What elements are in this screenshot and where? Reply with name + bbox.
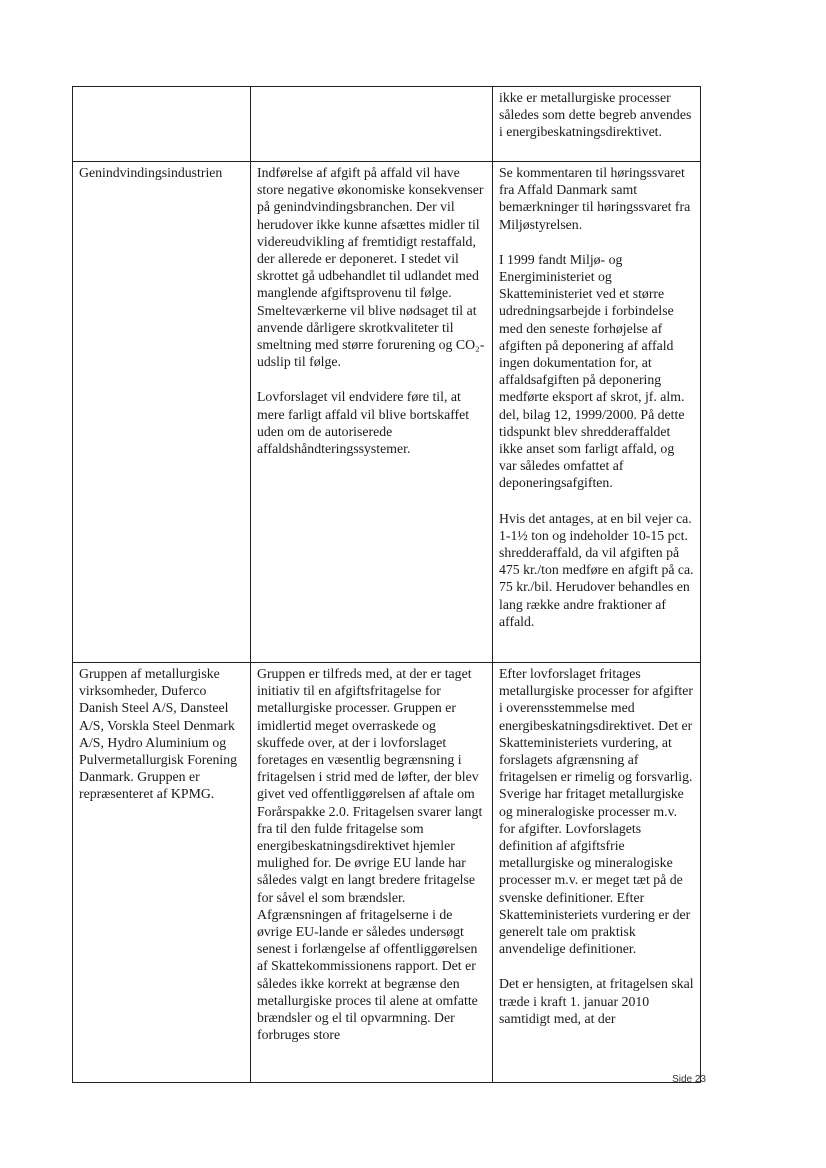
- table-row: [73, 87, 701, 162]
- comment-paragraph: Hvis det antages, at en bil vejer ca. 1-1½ ton og indeholder 10-15 pct. shredderaffald, da vil afgiften på 475 kr./ton medføre en afgift på ca. 75 kr./bil. Herudover behandles en lang række andre fraktioner af affald.: [499, 510, 694, 629]
- comment-paragraph: Det er hensigten, at fritagelsen skal træde i kraft 1. januar 2010 samtidigt med, at der: [499, 976, 694, 1026]
- comment-cell: [493, 87, 701, 162]
- party-name: Gruppen af metallurgiske virksomheder, Duferco Danish Steel A/S, Dansteel A/S, Vorskla Steel Denmark A/S, Hydro Aluminium og Pulvermetallurgisk Forening Danmark. Gruppen er repræsenteret af KPMG.: [79, 666, 238, 802]
- submission-cell: [251, 87, 493, 162]
- page-number: Side 23: [672, 1074, 706, 1085]
- party-cell: [73, 663, 251, 1083]
- submission-paragraph: Lovforslaget vil endvidere føre til, at mere farligt affald vil blive bortskaffet uden om de autoriserede affaldshåndteringssystemer.: [257, 389, 470, 457]
- comment-paragraph: Se kommentaren til høringssvaret fra Affald Danmark samt bemærkninger til høringssvaret fra Miljøstyrelsen.: [499, 165, 691, 232]
- table-row: [73, 663, 701, 1083]
- comment-paragraph: ikke er metallurgiske processer således som dette begreb anvendes i energibeskatningsdirektivet.: [499, 90, 692, 140]
- party-cell: [73, 87, 251, 162]
- submission-cell: [251, 663, 493, 1083]
- comment-paragraph: I 1999 fandt Miljø- og Energiministeriet og Skatteministeriet ved et større udredningsarbejde i forbindelse med den seneste forhøjelse af afgiften på deponering af affald ingen dokumentation for, at affaldsafgiften på deponering medførte eksport af skrot, jf. alm. del, bilag 12, 1999/2000. På dette tidspunkt blev shredderaffaldet ikke anset som farligt affald, og var således omfattet af deponeringsafgiften.: [499, 251, 685, 491]
- consultation-table: [72, 86, 701, 1083]
- submission-paragraph: Indførelse af afgift på affald vil have store negative økonomiske konsekvenser på genindvindingsbranchen. Der vil herudover ikke kunne afsættes midler til videreudvikling af fremtidigt restaffald, der allerede er deponeret. I stedet vil skrottet gå udbehandlet til udlandet med manglende afgiftsprovenu til følge. Smelteværkerne vil blive nødsaget til at anvende dårligere skrotkvaliteter til smeltning med større forurening og CO₂-udslip til følge.: [257, 165, 485, 370]
- party-name: Genindvindingsindustrien: [79, 165, 223, 180]
- submission-paragraph: Gruppen er tilfreds med, at der er taget initiativ til en afgiftsfritagelse for metallurgiske processer. Gruppen er imidlertid meget overraskede og skuffede over, at der i lovforslaget foretages en væsentlig begrænsning i fritagelsen i strid med de løfter, der blev givet ved offentliggørelsen af aftale om Forårspakke 2.0. Fritagelsen svarer langt fra til den fulde fritagelse som energibeskatningsdirektivet hjemler mulighed for. De øvrige EU lande har således valgt en langt bredere fritagelse for såvel el som brændsler. Afgrænsningen af fritagelserne i de øvrige EU-lande er således undersøgt senest i forlængelse af offentliggørelsen af Skattekommissionens rapport. Det er således ikke korrekt at begrænse den metallurgiske proces til alene at omfatte brændsler og el til opvarmning. Der forbruges store: [257, 666, 483, 1043]
- table-row: [73, 162, 701, 663]
- submission-cell: [251, 162, 493, 663]
- comment-cell: [493, 663, 701, 1083]
- comment-paragraph: Efter lovforslaget fritages metallurgiske processer for afgifter i overensstemmelse med energibeskatningsdirektivet. Det er Skatteministeriets vurdering, at forslagets afgrænsning af fritagelsen er rimelig og forsvarlig. Sverige har fritaget metallurgiske og mineralogiske processer m.v. for afgifter. Lovforslagets definition af afgiftsfrie metallurgiske og mineralogiske processer m.v. er meget tæt på de svenske definitioner. Efter Skatteministeriets vurdering er der generelt tale om praktisk anvendelige definitioner.: [499, 666, 693, 957]
- party-cell: [73, 162, 251, 663]
- comment-cell: [493, 162, 701, 663]
